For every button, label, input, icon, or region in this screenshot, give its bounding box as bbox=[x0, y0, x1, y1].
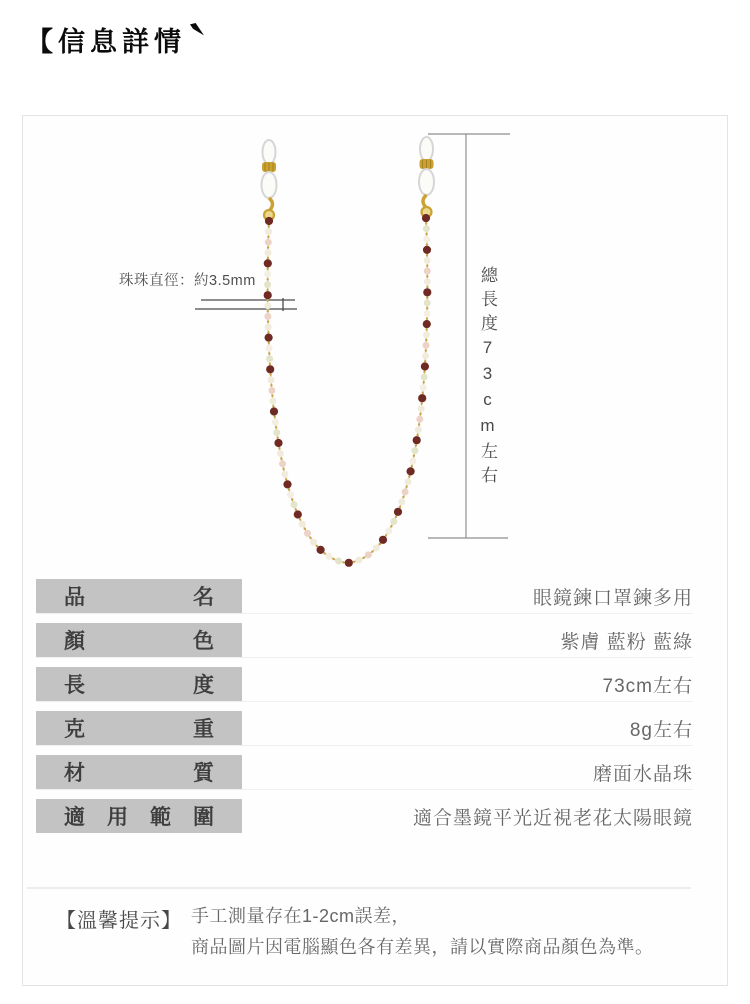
tips-line: 手工測量存在1-2cm誤差， bbox=[191, 906, 411, 926]
table-row bbox=[36, 755, 693, 790]
corner-tick-icon bbox=[190, 23, 204, 37]
bead-chain-illustration bbox=[23, 116, 727, 579]
chain-end-right bbox=[419, 137, 434, 217]
table-row bbox=[36, 667, 693, 702]
spec-table bbox=[36, 579, 693, 843]
table-row bbox=[36, 799, 693, 833]
chain-end-left bbox=[262, 140, 277, 220]
row-value: 適合墨鏡平光近視老花太陽眼鏡 bbox=[412, 807, 693, 829]
section-divider bbox=[27, 887, 691, 889]
table-row bbox=[36, 711, 693, 746]
tips-line: 商品圖片因電腦顯色各有差異，請以實際商品顏色為準。 bbox=[191, 937, 654, 957]
row-label: 品 名 bbox=[36, 579, 242, 613]
row-value: 磨面水晶珠 bbox=[592, 763, 693, 785]
page-title-text: 【信息詳情 bbox=[26, 27, 186, 57]
page-title bbox=[26, 20, 204, 59]
row-label: 顏 色 bbox=[36, 623, 242, 657]
table-row bbox=[36, 579, 693, 614]
row-value: 眼鏡鍊口罩鍊多用 bbox=[532, 587, 693, 609]
row-value: 8g左右 bbox=[629, 719, 693, 741]
tips-title: 【溫馨提示】 bbox=[56, 910, 182, 932]
product-photo bbox=[23, 116, 727, 579]
row-label: 適 用 範 圍 bbox=[36, 799, 242, 833]
bead-diameter-lines bbox=[195, 298, 297, 311]
info-panel bbox=[22, 115, 728, 986]
tips-body bbox=[191, 901, 654, 963]
row-label: 材 質 bbox=[36, 755, 242, 789]
row-value: 73cm左右 bbox=[602, 675, 693, 697]
row-label: 克 重 bbox=[36, 711, 242, 745]
total-length-note: 總長度73cm左右 bbox=[478, 266, 497, 490]
row-value: 紫膚 藍粉 藍綠 bbox=[560, 631, 693, 653]
bead-diameter-note: 珠珠直徑：約3.5mm bbox=[119, 273, 256, 289]
row-label: 長 度 bbox=[36, 667, 242, 701]
chain-beads bbox=[264, 214, 432, 567]
tips-section bbox=[56, 901, 654, 963]
table-row bbox=[36, 623, 693, 658]
